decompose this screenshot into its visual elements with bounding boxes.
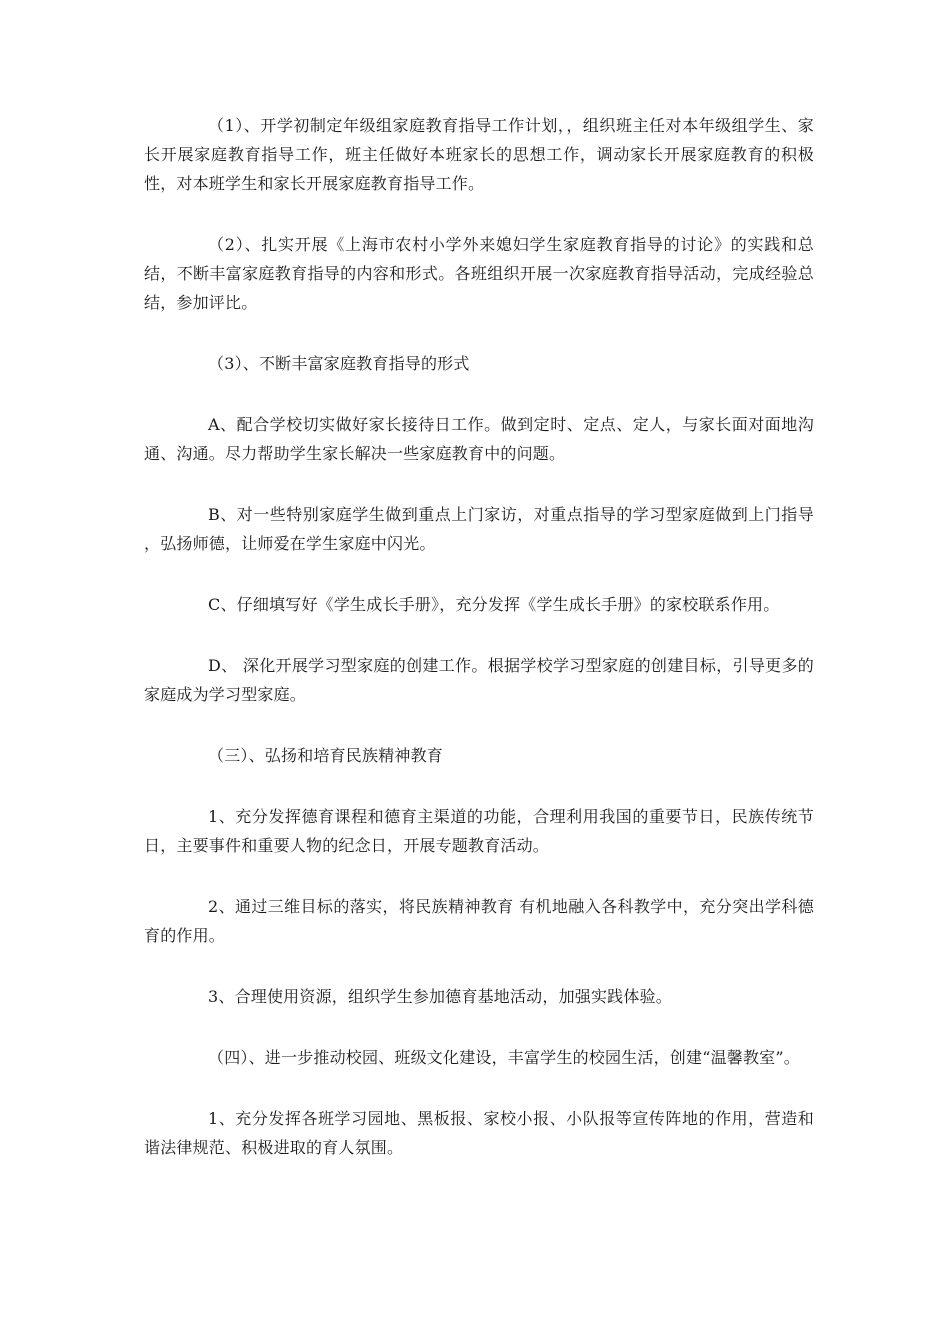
paragraph-10: 2、通过三维目标的落实，将民族精神教育 有机地融入各科教学中，充分突出学科德育的作用。 (144, 897, 814, 945)
paragraph-5: B、对一些特别家庭学生做到重点上门家访，对重点指导的学习型家庭做到上门指导 ，弘扬师德，让师爱在学生家庭中闪光。 (144, 505, 820, 553)
paragraph-1: （1）、开学初制定年级组家庭教育指导工作计划，，组织班主任对本年级组学生、家长开展家庭教育指导工作，班主任做好本班家长的思想工作，调动家长开展家庭教育的积极性，对本班学生和家长开展家庭教育指导工作。 (144, 116, 814, 193)
document-body (144, 111, 820, 1194)
paragraph-4: A、配合学校切实做好家长接待日工作。做到定时、定点、定人，与家长面对面地沟通、沟通。尽力帮助学生家长解决一些家庭教育中的问题。 (144, 415, 814, 463)
paragraph-2: （2）、扎实开展《上海市农村小学外来媳妇学生家庭教育指导的讨论》的实践和总结，不断丰富家庭教育指导的内容和形式。各班组织开展一次家庭教育指导活动，完成经验总结，参加评比。 (144, 235, 814, 312)
paragraph-9: 1、充分发挥德育课程和德育主渠道的功能，合理利用我国的重要节日，民族传统节日，主要事件和重要人物的纪念日，开展专题教育活动。 (144, 807, 814, 855)
section-heading-3: （三）、弘扬和培育民族精神教育 (208, 746, 444, 765)
paragraph-11: 3、合理使用资源，组织学生参加德育基地活动，加强实践体验。 (208, 987, 672, 1006)
paragraph-6: C、仔细填写好《学生成长手册》，充分发挥《学生成长手册》的家校联系作用。 (208, 595, 780, 614)
paragraph-7: D、 深化开展学习型家庭的创建工作。根据学校学习型家庭的创建目标，引导更多的家庭成为学习型家庭。 (144, 656, 814, 704)
section-heading-4: （四）、进一步推动校园、班级文化建设，丰富学生的校园生活，创建“温馨教室”。 (208, 1048, 800, 1067)
paragraph-13: 1、充分发挥各班学习园地、黑板报、家校小报、小队报等宣传阵地的作用，营造和谐法律规范、积极进取的育人氛围。 (144, 1109, 814, 1157)
paragraph-3: （3）、不断丰富家庭教育指导的形式 (208, 354, 470, 373)
